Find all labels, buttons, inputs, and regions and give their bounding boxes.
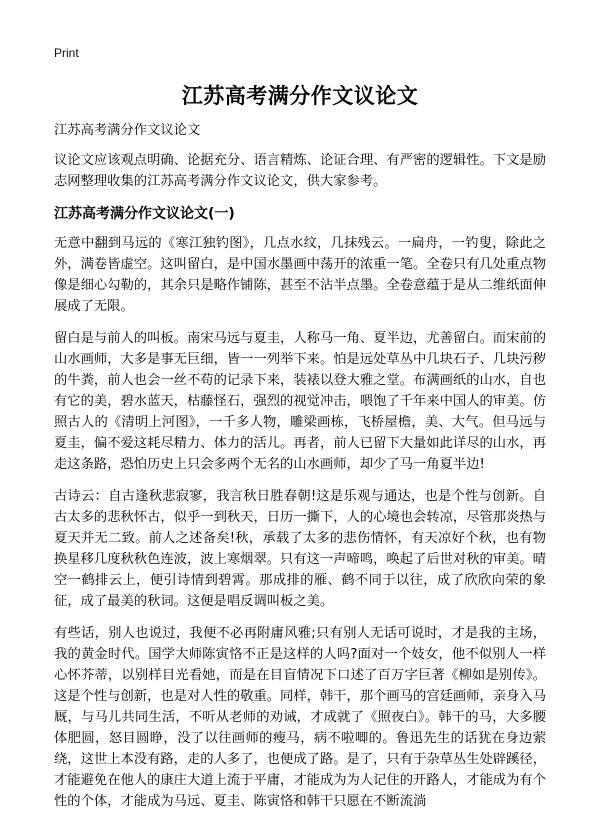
intro-paragraph: 议论文应该观点明确、论据充分、语言精炼、论证合理、有严密的逻辑性。下文是励志网整理收集的江苏高考满分作文议论文，供大家参考。 xyxy=(54,153,546,189)
print-label: Print xyxy=(54,46,79,60)
body-paragraph: 有些话，别人也说过，我便不必再附庸风雅;只有别人无话可说时，才是我的主场，我的黄金时代。国学大师陈寅恪不正是这样的人吗?面对一个妓女，他不似别人一样心怀芥蒂，以别样目光看她，而是在目盲情况下口述了百万字巨著《柳如是别传》。这是个性与创新，也是对人性的敬重。同样，韩干，那个画马的宫廷画师，亲身入马厩，与马儿共同生活，不听从老师的劝诫，才成就了《照夜白》。韩干的马，大多腰体肥圆，怒目圆睁，没了以往画师的瘦马，病不啦唧的。鲁迅先生的话犹在身边萦绕，这世上本没有路，走的人多了，也便成了路。是了，只有于杂草丛生处辟蹊径，才能避免在他人的康庄大道上流于平庸，才能成为为人记住的开路人，才能成为有个性的个体，才能成为马远、夏圭、陈寅恪和韩干只愿在不断流淌 xyxy=(54,626,546,809)
document-subtitle: 江苏高考满分作文议论文 xyxy=(54,123,201,138)
body-paragraph: 无意中翻到马远的《寒江独钓图》，几点水纹，几抹残云。一扁舟，一钓叟，除此之外，满卷皆虚空。这叫留白，是中国水墨画中荡开的浓重一笔。全卷只有几处重点物像是细心勾勒的，其余只是略作铺陈，甚至不沾半点墨。全卷意蕴于是从二维纸面伸展成了无限。 xyxy=(54,236,546,314)
document-body xyxy=(54,120,546,823)
document-title: 江苏高考满分作文议论文 xyxy=(181,84,419,108)
body-paragraph: 留白是与前人的叫板。南宋马远与夏圭，人称马一角、夏半边，尤善留白。而宋前的山水画师，大多是事无巨细，皆一一列举下来。怕是远处草丛中几块石子、几块污秽的牛粪，前人也会一丝不苟的记录下来，装裱以登大雅之堂。布满画纸的山水，自也有它的美，碧水蓝天，枯藤怪石，强烈的视觉冲击，喂饱了千年来中国人的审美。仿照古人的《清明上河图》，一千多人物，雕梁画栋，飞桥屋檐，美、大气。但马远与夏圭，偏不爱这耗尽精力、体力的活儿。再者，前人已留下大量如此详尽的山水，再走这条路，恐怕历史上只会多两个无名的山水画师，却少了马一角夏半边! xyxy=(54,331,546,472)
section-heading: 江苏高考满分作文议论文(一) xyxy=(54,206,235,222)
body-paragraph: 古诗云：自古逢秋悲寂寥，我言秋日胜春朝!这是乐观与通达，也是个性与创新。自古太多的悲秋怀古，似乎一到秋天，日历一撕下，人的心境也会转凉，尽管那炎热与夏天并无二致。前人之述备矣!秋，承载了太多的悲伤情怀，有天凉好个秋，也有物换星移几度秋秋色连波，波上寒烟翠。只有这一声啼鸣，唤起了后世对秋的审美。晴空一鹤排云上，便引诗情到碧霄。那成排的雁、鹤不同于以往，成了欣欣向荣的象征，成了最美的秋词。这便是唱反调叫板之美。 xyxy=(54,489,546,609)
